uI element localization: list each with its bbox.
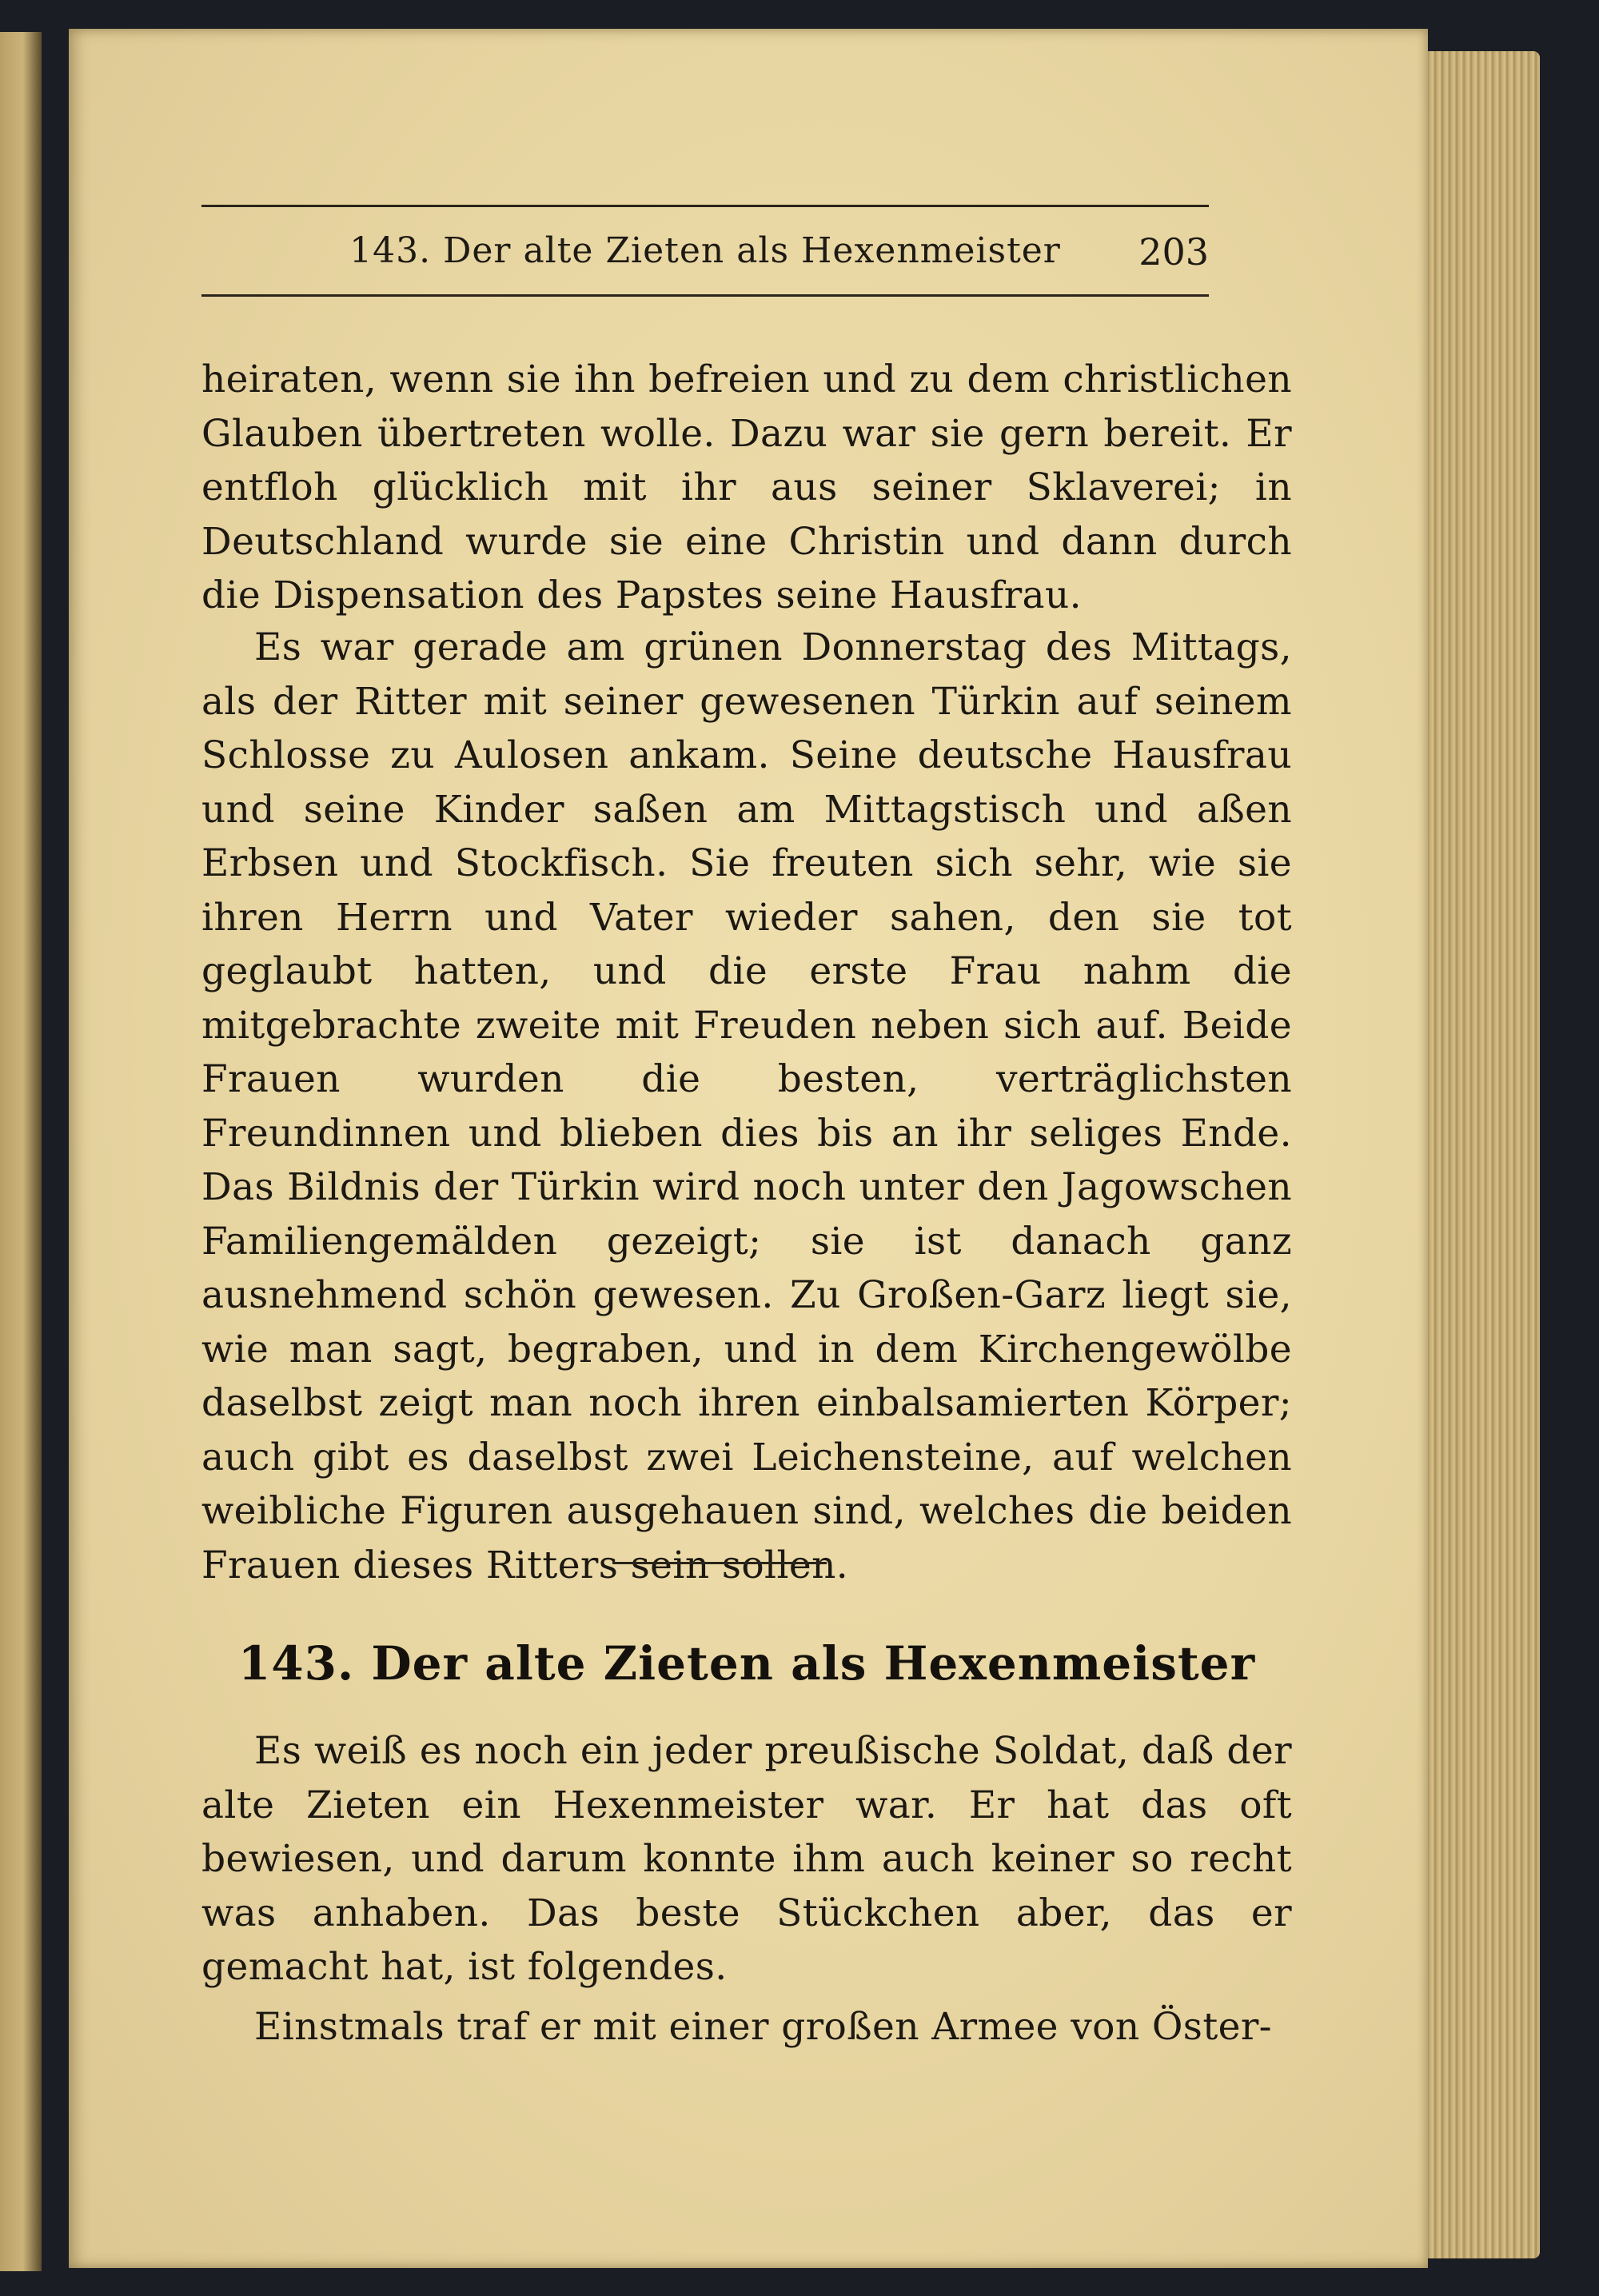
paragraph: heiraten, wenn sie ihn befreien und zu dem christlichen Glauben übertreten wolle. Dazu war sie gern bereit. Er entfloh glücklich mit ihr aus seiner Sklaverei; in Deutschland wurde sie eine Christin und dann durch die Dispensation des Papstes seine Hausfrau. — [201, 357, 1292, 617]
previous-page-edge — [0, 32, 42, 2271]
page-block — [69, 29, 1508, 2268]
running-head-title: 143. Der alte Zieten als Hexenmeister — [349, 230, 1061, 271]
page-number: 203 — [1138, 230, 1209, 274]
section-heading: 143. Der alte Zieten als Hexenmeister — [237, 1636, 1256, 1691]
paragraph: Es war gerade am grünen Donnerstag des Mittags, als der Ritter mit seiner gewesenen Türkin auf seinem Schlosse zu Aulosen ankam. Seine deutsche Hausfrau und seine Kinder saßen am Mittagstisch und aßen Erbsen und Stockfisch. Sie freuten sich sehr, wie sie ihren Herrn und Vater wieder sahen, den sie tot geglaubt hatten, und die erste Frau nahm die mitgebrachte zweite mit Freuden neben sich auf. Beide Frauen wurden die besten, verträglichsten Freundinnen und blieben dies bis an ihr seliges Ende. Das Bildnis der Türkin wird noch unter den Jagowschen Familiengemälden gezeigt; sie ist danach ganz ausnehmend schön gewesen. Zu Großen-Garz liegt sie, wie man sagt, begraben, und in dem Kirchengewölbe daselbst zeigt man noch ihren einbalsamierten Körper; auch gibt es daselbst zwei Leichensteine, auf welchen weibliche Figuren ausgehauen sind, welches die beiden Frauen dieses Ritters sein sollen. — [201, 625, 1292, 1587]
text-block-continuation — [201, 353, 1292, 623]
paragraph: Einstmals traf er mit einer großen Armee von Öster- — [254, 2005, 1272, 2049]
text-block-section-intro — [201, 1724, 1292, 1995]
text-block-arrival — [201, 621, 1292, 1592]
header-rule-top — [201, 205, 1209, 207]
running-head — [201, 230, 1209, 286]
section-divider — [612, 1562, 827, 1564]
paragraph: Es weiß es noch ein jeder preußische Soldat, daß der alte Zieten ein Hexenmeister war. Er hat das oft bewiesen, und darum konnte ihm auch keiner so recht was anhaben. Das beste Stückchen aber, das er gemacht hat, ist folgendes. — [201, 1729, 1292, 1989]
book-page — [69, 29, 1428, 2268]
header-rule-bottom — [201, 294, 1209, 297]
text-block-section-continuation — [201, 2000, 1292, 2054]
